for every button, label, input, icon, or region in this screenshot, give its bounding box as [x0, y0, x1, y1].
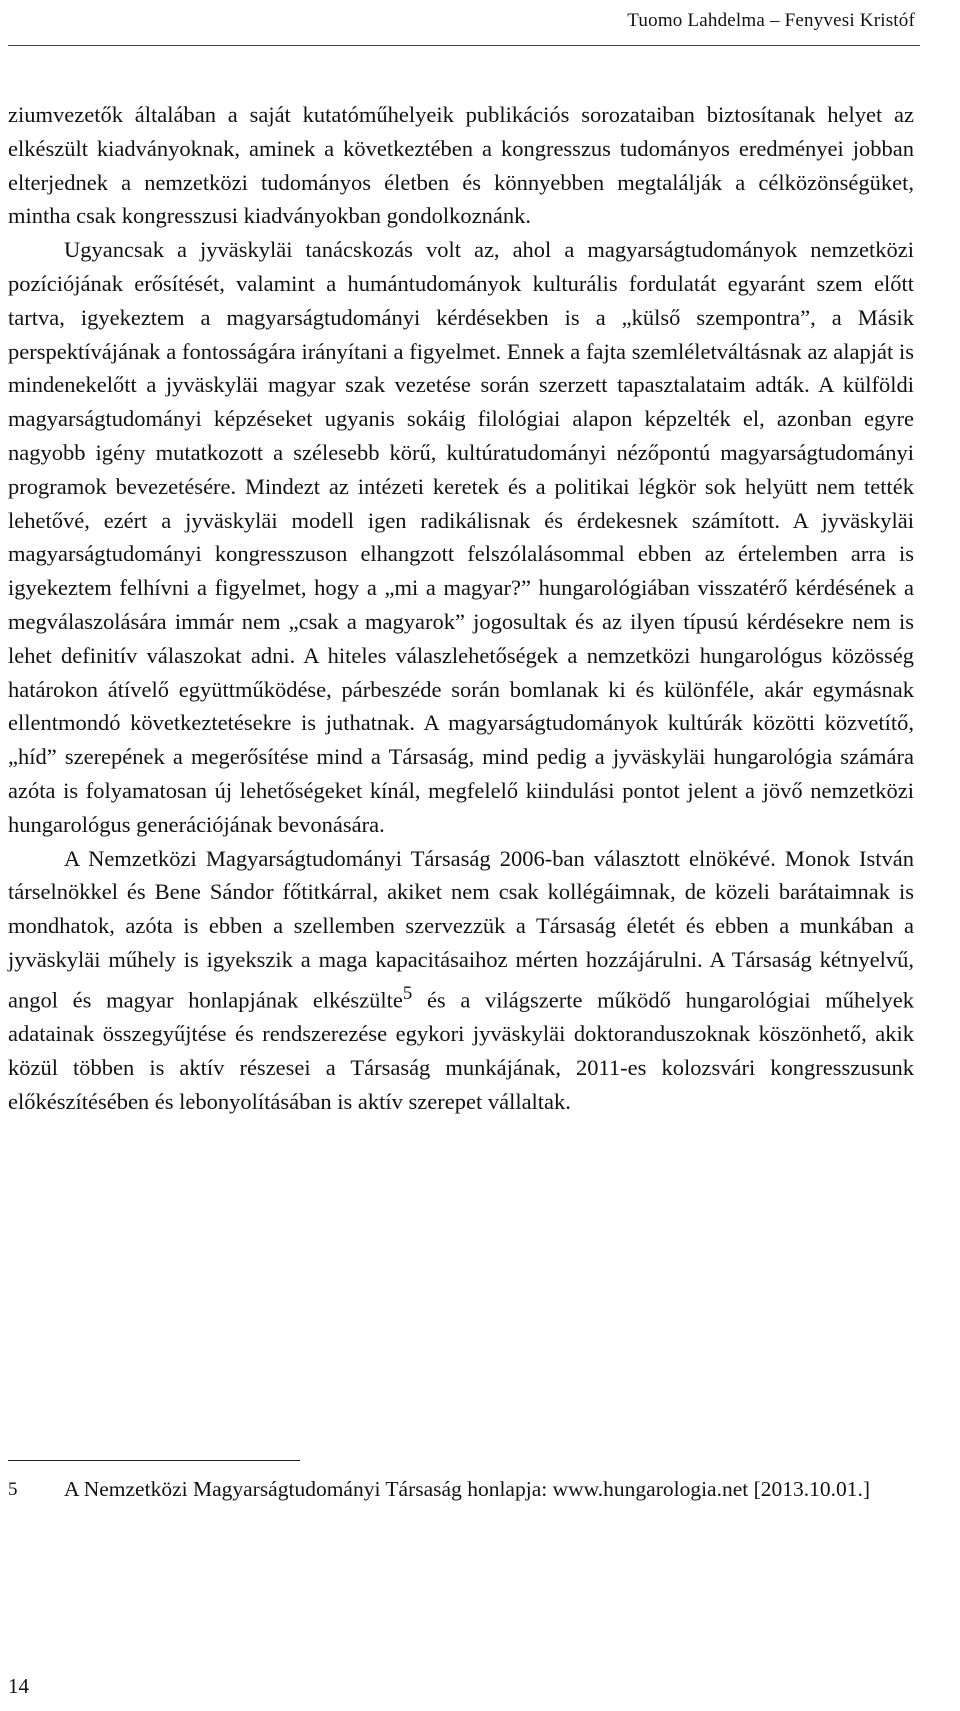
running-header: Tuomo Lahdelma – Fenyvesi Kristóf [627, 10, 915, 31]
page-number: 14 [8, 1674, 29, 1698]
footnote-text: A Nemzetközi Magyarságtudományi Társaság honlapja: www.hungarologia.net [2013.10.01.] [64, 1477, 871, 1501]
footnote [8, 1475, 914, 1504]
paragraph-jyvaskyla-conference: Ugyancsak a jyväskyläi tanácskozás volt az, ahol a magyarságtudományok nemzetközi pozíciójának erősítését, valamint a humántudományok kulturális fordulatát egyaránt szem előtt tartva, igyekeztem a magyarságtudományi kérdésekben is a „külső szempontra”, a Másik perspektívájának a fontosságára irányítani a figyelmet. Ennek a fajta szemléletváltásnak az alapját is mindenekelőtt a jyväskyläi magyar szak vezetése során szerzett tapasztalataim adták. A külföldi magyarságtudományi képzéseket ugyanis sokáig filológiai alapon képzelték el, azonban egyre nagyobb igény mutatkozott a szélesebb körű, kultúratudományi nézőpontú magyarságtudományi programok bevezetésére. Mindezt az intézeti keretek és a politikai légkör sok helyütt nem tették lehetővé, ezért a jyväskyläi modell igen radikálisnak és érdekesnek számított. A jyväskyläi magyarságtudományi kongresszuson elhangzott felszólalásommal ebben az értelemben arra is igyekeztem felhívni a figyelmet, hogy a „mi a magyar?” hungarológiában visszatérő kérdésének a megválaszolására immár nem „csak a magyarok” jogosultak és az ilyen típusú kérdésekre nem is lehet definitív válaszokat adni. A hiteles válaszlehetőségek a nemzetközi hungarológus közösség határokon átívelő együttműködése, párbeszéde során bomlanak ki és különféle, akár egymásnak ellentmondó következtetésekre is juthatnak. A magyarságtudományok kultúrák közötti közvetítő, „híd” szerepének a megerősítése mind a Társaság, mind pedig a jyväskyläi hungarológia számára azóta is folyamatosan új lehetőségeket kínál, megfelelő kiindulási pontot jelent a jövő nemzetközi hungarológus generációjának bevonására. [8, 237, 914, 837]
header-divider [8, 45, 920, 46]
footnote-number: 5 [8, 1479, 18, 1500]
footnote-reference[interactable]: 5 [402, 982, 413, 1004]
paragraph-text-part-2: és a világszerte működő hungarológiai műhelyek adatainak összegyűjtése és rendszerezése egykori jyväskyläi doktoranduszoknak köszönhető, akik közül többen is aktív részesei a Társaság munkájának, 2011-es kolozsvári kongresszusunk előkészítésében és lebonyolításában is aktív szerepet vállaltak. [8, 987, 914, 1114]
paragraph-society-presidency [8, 842, 914, 1119]
paragraph-text-part-1: A Nemzetközi Magyarságtudományi Társaság 2006-ban választott elnökévé. Monok István társelnökkel és Bene Sándor főtitkárral, akiket nem csak kollégáimnak, de közeli barátaimnak is mondhatok, azóta is ebben a szellemben szervezzük a Társaság életét és ebben a munkában a jyväskyläi műhely is igyekszik a maga kapacitásaihoz mérten hozzájárulni. A Társaság kétnyelvű, angol és magyar honlapjának elkészülte [8, 845, 914, 1013]
body-text [8, 98, 914, 1118]
paragraph-continuation: ziumvezetők általában a saját kutatóműhelyeik publikációs sorozataiban biztosítanak helyet az elkészült kiadványoknak, aminek a következtében a kongresszus tudományos eredményei jobban elterjednek a nemzetközi tudományos életben és könnyebben megtalálják a célközönségüket, mintha csak kongresszusi kiadványokban gondolkoznánk. [8, 102, 914, 229]
footnote-divider [8, 1460, 300, 1461]
